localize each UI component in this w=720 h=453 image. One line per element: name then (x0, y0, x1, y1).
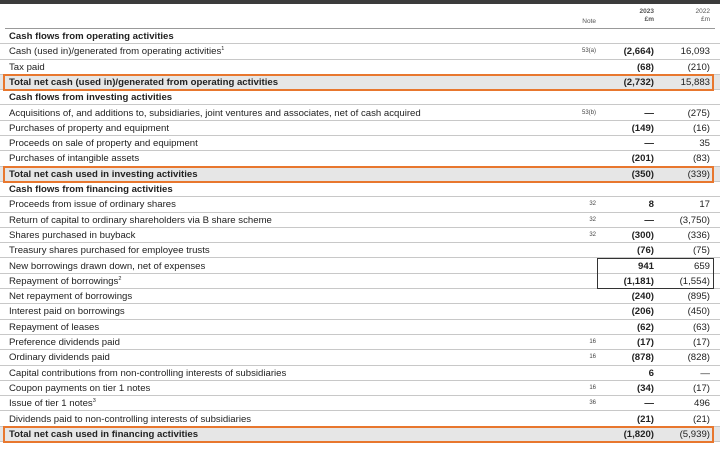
column-header-row (0, 6, 720, 28)
note-ref: 53(b) (581, 109, 596, 116)
value-2022: — (700, 367, 710, 379)
unit-2023-label: £m (644, 16, 654, 23)
value-2023: 941 (637, 260, 654, 272)
footnote-marker: 3 (92, 398, 96, 404)
table-row (0, 259, 720, 274)
row-label-text: Return of capital to ordinary shareholders via B share scheme (9, 214, 272, 226)
value-2023: (76) (636, 245, 654, 257)
unit-2022-label: £m (700, 16, 710, 23)
value-2023: (62) (636, 321, 654, 333)
row-label-text: Proceeds on sale of property and equipment (9, 138, 198, 150)
value-2022: (83) (692, 153, 710, 165)
row-label (9, 122, 169, 135)
value-2023: (240) (631, 291, 654, 303)
row-label (9, 30, 174, 43)
value-2022: (336) (687, 229, 710, 241)
row-label-text: Cash (used in)/generated from operating activities (9, 46, 222, 58)
table-row (0, 396, 720, 411)
value-2023: (149) (631, 122, 654, 134)
table-row (0, 381, 720, 396)
row-label (9, 183, 173, 196)
value-2023: (878) (631, 352, 654, 364)
row-label (9, 137, 198, 150)
value-2023: (350) (631, 168, 654, 180)
value-2023: (201) (631, 153, 654, 165)
value-2022: 15,883 (680, 76, 710, 88)
value-2023: (1,820) (623, 428, 654, 440)
row-label-text: Cash flows from investing activities (9, 92, 173, 104)
row-label-text: Tax paid (9, 61, 45, 73)
row-label-text: Dividends paid to non-controlling interests of subsidiaries (9, 413, 252, 425)
table-row (0, 289, 720, 304)
note-ref: 53(a) (581, 48, 596, 55)
value-2023: — (644, 138, 654, 150)
table-row (0, 60, 720, 75)
table-row (0, 228, 720, 243)
row-label (9, 413, 251, 426)
value-2022: 17 (699, 199, 710, 211)
row-label (9, 305, 125, 318)
row-label-text: Purchases of property and equipment (9, 122, 169, 134)
row-label-text: Interest paid on borrowings (9, 306, 125, 318)
table-row (0, 350, 720, 365)
value-2022: (828) (687, 352, 710, 364)
table-row (0, 197, 720, 212)
value-2023: — (644, 107, 654, 119)
table-row (0, 412, 720, 427)
table-row (0, 121, 720, 136)
row-label (9, 91, 172, 104)
year-2023-label: 2023 (639, 8, 654, 15)
row-label-text: Ordinary dividends paid (9, 352, 110, 364)
row-label (9, 428, 198, 441)
table-row (0, 151, 720, 166)
value-2022: 16,093 (680, 46, 710, 58)
value-2023: (34) (636, 382, 654, 394)
table-row (0, 304, 720, 319)
section-heading-row (0, 29, 720, 44)
table-row (0, 274, 720, 289)
value-2022: 35 (699, 138, 710, 150)
value-2023: — (644, 214, 654, 226)
row-label (9, 321, 99, 334)
year-2022-header (674, 8, 710, 24)
top-bar (0, 0, 720, 4)
row-label (9, 214, 272, 227)
row-label-text: Net repayment of borrowings (9, 291, 133, 303)
value-2023: 8 (648, 199, 654, 211)
note-ref: 16 (589, 354, 596, 361)
section-heading-row (0, 90, 720, 105)
table-row (0, 320, 720, 335)
value-2022: (5,939) (679, 428, 710, 440)
row-label (9, 107, 421, 120)
footnote-marker: 1 (221, 46, 225, 53)
value-2023: (17) (636, 337, 654, 348)
row-label (9, 336, 120, 349)
value-2022: (16) (692, 122, 710, 134)
total-row (0, 427, 720, 442)
value-2022: (21) (692, 413, 710, 425)
row-label (9, 168, 198, 181)
value-2023: (21) (636, 413, 654, 425)
value-2023: (206) (631, 306, 654, 318)
total-row (0, 75, 720, 90)
value-2023: (1,181) (623, 275, 654, 287)
footnote-marker: 2 (118, 275, 122, 282)
row-label (9, 397, 96, 410)
row-label (9, 260, 205, 273)
row-label-text: New borrowings drawn down, net of expenses (9, 260, 206, 272)
row-label-text: Acquisitions of, and additions to, subsidiaries, joint ventures and associates, net of cash acquired (9, 107, 421, 119)
row-label (9, 275, 121, 288)
note-ref: 36 (589, 400, 596, 407)
row-label-text: Treasury shares purchased for employee trusts (9, 245, 210, 257)
row-label (9, 229, 135, 242)
value-2022: 659 (693, 260, 710, 272)
value-2022: (450) (687, 306, 710, 318)
table-row (0, 335, 720, 350)
row-label-text: Repayment of leases (9, 321, 100, 333)
row-label (9, 76, 278, 89)
total-row (0, 167, 720, 182)
value-2022: (1,554) (679, 275, 710, 287)
value-2022: (63) (692, 321, 710, 333)
value-2022: (275) (687, 107, 710, 119)
value-2022: (17) (692, 337, 710, 348)
row-label-text: Shares purchased in buyback (9, 229, 136, 241)
row-label (9, 152, 139, 165)
table-row (0, 213, 720, 228)
row-label-text: Proceeds from issue of ordinary shares (9, 199, 176, 211)
row-label-text: Purchases of intangible assets (9, 153, 140, 165)
note-ref: 32 (589, 231, 596, 238)
table-row (0, 44, 720, 59)
row-label (9, 61, 45, 74)
row-label (9, 244, 210, 257)
value-2022: (3,750) (679, 214, 710, 226)
row-label (9, 198, 176, 211)
note-column-header: Note (582, 18, 596, 25)
value-2023: (300) (631, 229, 654, 241)
row-label (9, 382, 150, 395)
value-2023: (2,732) (623, 76, 654, 88)
row-label-text: Coupon payments on tier 1 notes (9, 382, 151, 394)
value-2022: (210) (687, 61, 710, 73)
value-2022: (75) (692, 245, 710, 257)
value-2023: (68) (636, 61, 654, 73)
row-label (9, 351, 110, 364)
note-ref: 16 (589, 339, 596, 345)
row-label (9, 290, 132, 303)
year-2022-label: 2022 (695, 8, 710, 15)
table-row (0, 243, 720, 258)
value-2022: (895) (687, 291, 710, 303)
value-2022: 496 (693, 398, 710, 410)
value-2023: — (644, 398, 654, 410)
row-label-text: Issue of tier 1 notes (9, 398, 93, 410)
note-ref: 16 (589, 384, 596, 391)
note-ref: 32 (589, 216, 596, 223)
row-label-text: Cash flows from operating activities (9, 31, 174, 42)
table-row (0, 366, 720, 381)
row-label-text: Repayment of borrowings (9, 275, 119, 287)
row-label-text: Preference dividends paid (9, 337, 120, 348)
row-label-text: Capital contributions from non-controlling interests of subsidiaries (9, 367, 287, 379)
value-2023: 6 (648, 367, 654, 379)
value-2022: (339) (687, 168, 710, 180)
year-2023-header (618, 8, 654, 24)
row-label (9, 367, 286, 380)
row-label-text: Total net cash used in investing activities (9, 168, 198, 180)
row-label-text: Total net cash (used in)/generated from operating activities (9, 76, 279, 88)
value-2022: (17) (692, 382, 710, 394)
value-2023: (2,664) (623, 46, 654, 58)
row-label-text: Total net cash used in financing activities (9, 428, 199, 440)
section-heading-row (0, 182, 720, 197)
row-label (9, 45, 224, 58)
row-label-text: Cash flows from financing activities (9, 184, 173, 195)
note-ref: 32 (589, 201, 596, 208)
table-row (0, 106, 720, 121)
table-row (0, 136, 720, 151)
